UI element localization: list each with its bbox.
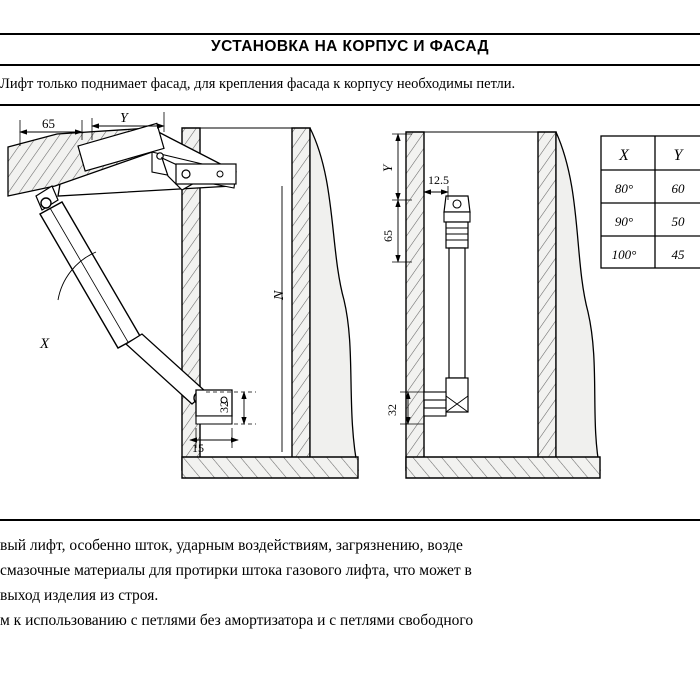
table-cell-y-0: 60	[671, 181, 685, 196]
left-dim-N-label: N	[272, 290, 287, 300]
bottom-line-3: м к использованию с петлями без амортизатора и с петлями свободного	[0, 612, 474, 629]
table-cell-y-1: 50	[671, 214, 685, 229]
right-gas-strut	[424, 196, 470, 416]
left-dim-32-label: 32	[217, 401, 231, 413]
bottom-line-2: выход изделия из строя.	[0, 587, 159, 604]
left-dim-Y-label: Y	[120, 111, 128, 126]
bottom-line-0: вый лифт, особенно шток, ударным воздействиям, загрязнению, возде	[0, 537, 463, 554]
table-cell-y-2: 45	[671, 247, 685, 262]
bottom-line-1: смазочные материалы для протирки штока газового лифта, что может в	[0, 562, 472, 579]
bottom-warning-text	[0, 533, 700, 633]
left-facade-door	[8, 123, 236, 196]
right-dim-65-label: 65	[381, 230, 395, 242]
left-angle-X-label: X	[40, 336, 50, 352]
left-dim-15-label: 15	[192, 441, 204, 455]
top-note-text: Лифт только поднимает фасад, для крепления фасада к корпусу необходимы петли.	[0, 76, 516, 92]
right-dim-12_5	[424, 186, 448, 200]
divider-bottom	[0, 519, 700, 521]
right-dim-12_5-label: 12.5	[428, 173, 449, 187]
table-cell-x-1: 90°	[614, 214, 634, 229]
left-gas-strut	[36, 186, 232, 424]
table-cell-x-2: 100°	[611, 247, 637, 262]
right-dim-32-label: 32	[385, 404, 399, 416]
left-dim-65-label: 65	[42, 116, 55, 131]
right-dim-Y-label: Y	[380, 164, 395, 172]
table-header-y: Y	[673, 147, 683, 164]
page-title: УСТАНОВКА НА КОРПУС И ФАСАД	[211, 38, 489, 55]
table-cell-x-0: 80°	[614, 181, 634, 196]
table-header-x: X	[619, 147, 629, 164]
